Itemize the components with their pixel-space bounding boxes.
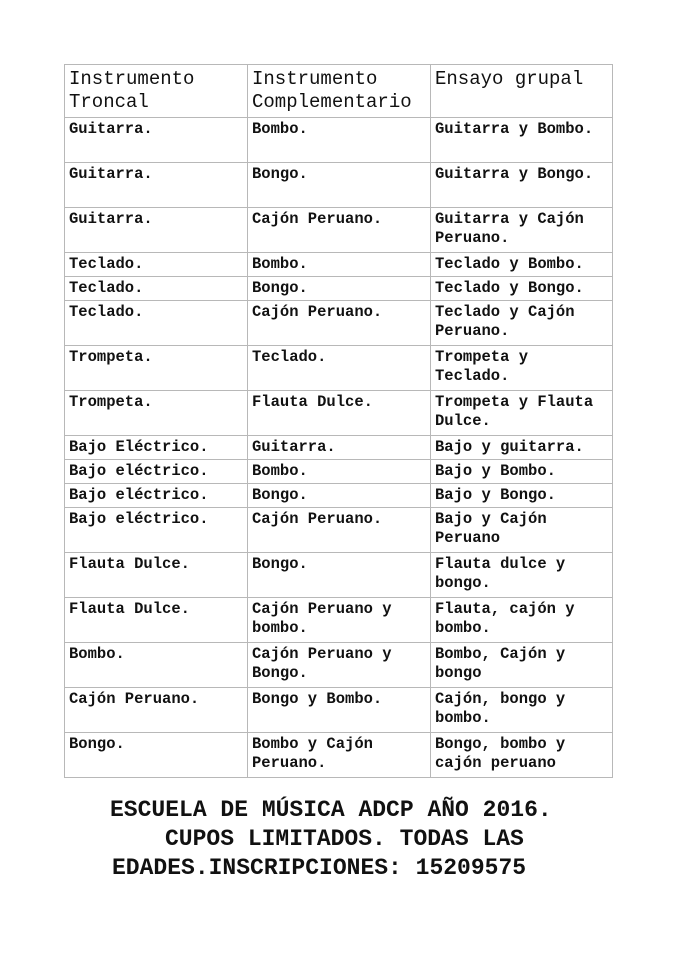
table-row <box>65 277 613 301</box>
cell-troncal: Bajo eléctrico. <box>65 508 248 553</box>
cell-troncal: Bajo eléctrico. <box>65 460 248 484</box>
cell-complementario: Cajón Peruano. <box>248 301 431 346</box>
cell-complementario: Bongo. <box>248 553 431 598</box>
cell-ensayo: Guitarra y Bongo. <box>431 163 613 208</box>
cell-ensayo: Guitarra y Bombo. <box>431 118 613 163</box>
cell-troncal: Guitarra. <box>65 163 248 208</box>
cell-ensayo: Teclado y Bombo. <box>431 253 613 277</box>
cell-ensayo: Trompeta y Teclado. <box>431 346 613 391</box>
cell-troncal: Guitarra. <box>65 208 248 253</box>
table-row <box>65 253 613 277</box>
announcement-line-school: ESCUELA DE MÚSICA ADCP AÑO 2016. <box>110 797 552 823</box>
cell-troncal: Trompeta. <box>65 391 248 436</box>
cell-troncal: Bajo eléctrico. <box>65 484 248 508</box>
table-row <box>65 301 613 346</box>
cell-troncal: Bombo. <box>65 643 248 688</box>
cell-ensayo: Bongo, bombo y cajón peruano <box>431 733 613 778</box>
cell-troncal: Guitarra. <box>65 118 248 163</box>
instrument-table <box>64 64 613 778</box>
table-row <box>65 688 613 733</box>
table-row <box>65 508 613 553</box>
table-row <box>65 346 613 391</box>
table-row <box>65 208 613 253</box>
cell-complementario: Bombo. <box>248 118 431 163</box>
table-row <box>65 436 613 460</box>
cell-ensayo: Flauta, cajón y bombo. <box>431 598 613 643</box>
cell-ensayo: Guitarra y Cajón Peruano. <box>431 208 613 253</box>
cell-ensayo: Cajón, bongo y bombo. <box>431 688 613 733</box>
header-instrumento-troncal: Instrumento Troncal <box>65 65 248 118</box>
table-row <box>65 733 613 778</box>
cell-troncal: Teclado. <box>65 253 248 277</box>
cell-troncal: Bajo Eléctrico. <box>65 436 248 460</box>
cell-complementario: Cajón Peruano. <box>248 508 431 553</box>
instrument-table-container <box>64 64 612 778</box>
cell-complementario: Bongo. <box>248 277 431 301</box>
cell-ensayo: Teclado y Cajón Peruano. <box>431 301 613 346</box>
cell-ensayo: Teclado y Bongo. <box>431 277 613 301</box>
cell-troncal: Flauta Dulce. <box>65 553 248 598</box>
cell-complementario: Bongo. <box>248 484 431 508</box>
school-announcement <box>0 796 678 883</box>
table-row <box>65 163 613 208</box>
cell-complementario: Bombo y Cajón Peruano. <box>248 733 431 778</box>
table-row <box>65 643 613 688</box>
cell-complementario: Flauta Dulce. <box>248 391 431 436</box>
header-ensayo-grupal: Ensayo grupal <box>431 65 613 118</box>
table-row <box>65 553 613 598</box>
announcement-line-inscripciones: EDADES.INSCRIPCIONES: 15209575 <box>112 855 527 881</box>
cell-troncal: Cajón Peruano. <box>65 688 248 733</box>
table-row <box>65 460 613 484</box>
cell-complementario: Bongo y Bombo. <box>248 688 431 733</box>
cell-complementario: Bombo. <box>248 253 431 277</box>
cell-complementario: Guitarra. <box>248 436 431 460</box>
cell-complementario: Cajón Peruano. <box>248 208 431 253</box>
cell-troncal: Teclado. <box>65 301 248 346</box>
table-header-row <box>65 65 613 118</box>
cell-complementario: Cajón Peruano y Bongo. <box>248 643 431 688</box>
cell-troncal: Bongo. <box>65 733 248 778</box>
cell-ensayo: Flauta dulce y bongo. <box>431 553 613 598</box>
header-instrumento-complementario: Instrumento Complementario <box>248 65 431 118</box>
cell-ensayo: Bajo y guitarra. <box>431 436 613 460</box>
cell-ensayo: Bombo, Cajón y bongo <box>431 643 613 688</box>
cell-complementario: Bombo. <box>248 460 431 484</box>
cell-ensayo: Bajo y Bombo. <box>431 460 613 484</box>
cell-complementario: Teclado. <box>248 346 431 391</box>
table-row <box>65 598 613 643</box>
cell-troncal: Teclado. <box>65 277 248 301</box>
announcement-line-cupos: CUPOS LIMITADOS. TODAS LAS <box>165 826 524 852</box>
table-row <box>65 391 613 436</box>
cell-ensayo: Bajo y Bongo. <box>431 484 613 508</box>
cell-complementario: Bongo. <box>248 163 431 208</box>
table-row <box>65 118 613 163</box>
table-row <box>65 484 613 508</box>
cell-complementario: Cajón Peruano y bombo. <box>248 598 431 643</box>
cell-ensayo: Trompeta y Flauta Dulce. <box>431 391 613 436</box>
cell-troncal: Trompeta. <box>65 346 248 391</box>
cell-troncal: Flauta Dulce. <box>65 598 248 643</box>
cell-ensayo: Bajo y Cajón Peruano <box>431 508 613 553</box>
